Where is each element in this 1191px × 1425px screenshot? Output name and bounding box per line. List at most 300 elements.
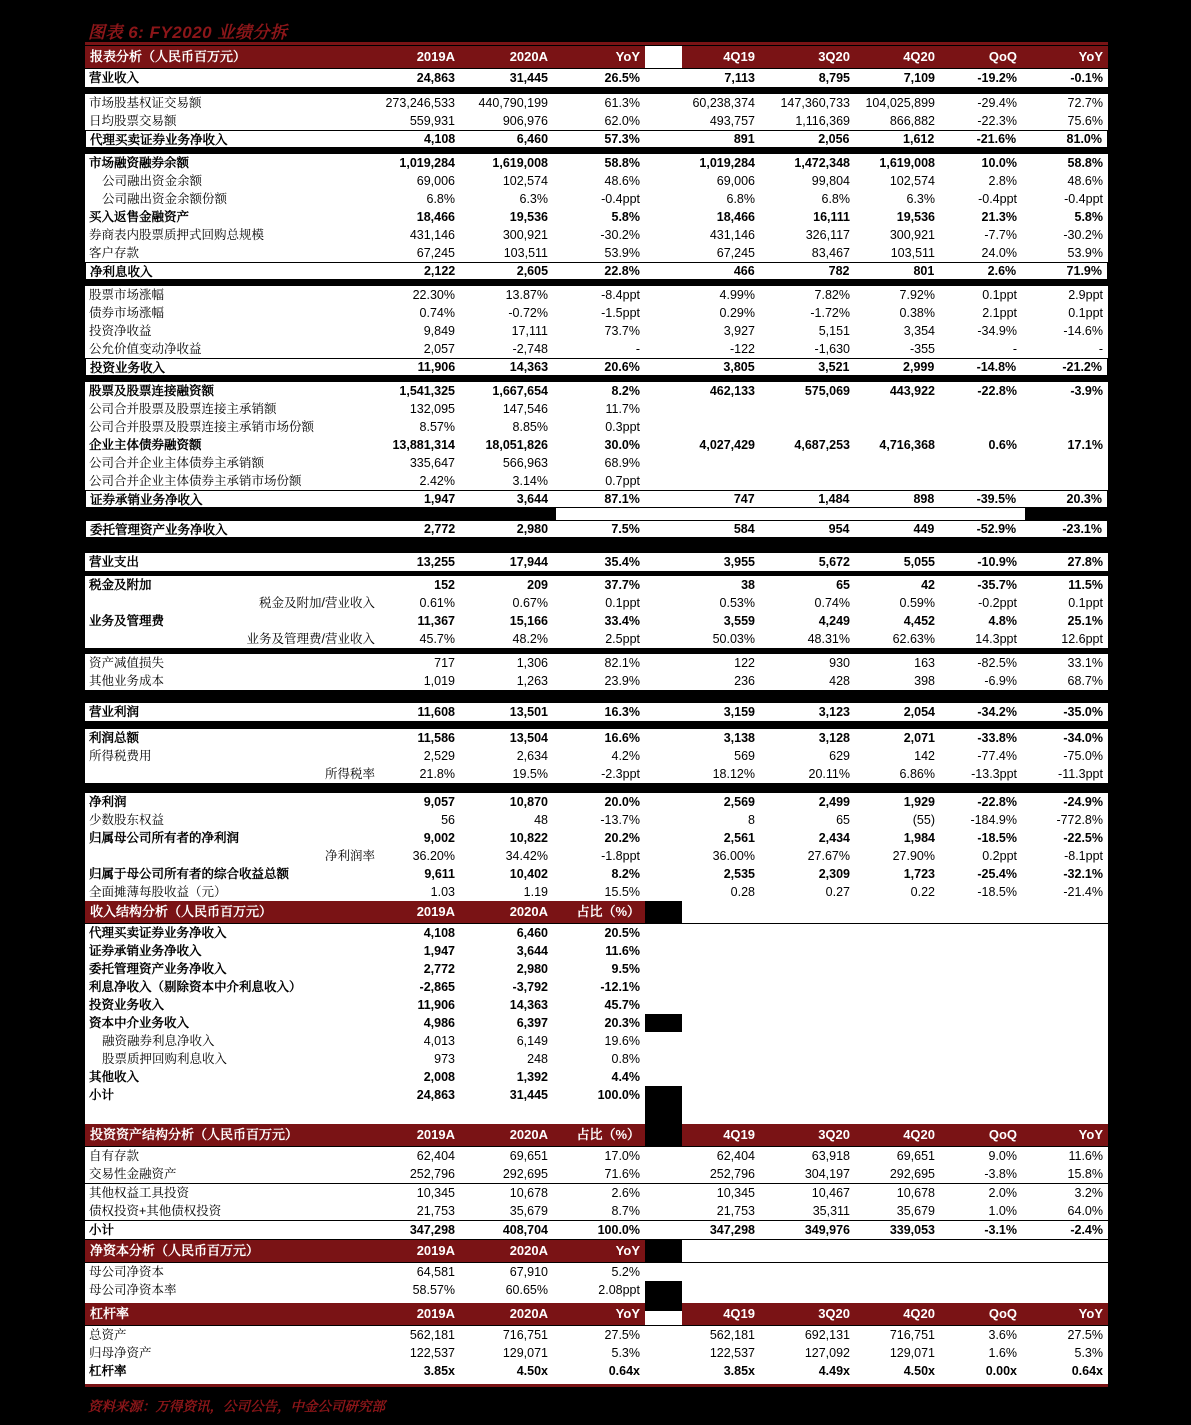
value-cell: 11.5%: [1068, 578, 1103, 592]
value-cell: 67,245: [716, 246, 755, 260]
row-label: 买入返售金融资产: [89, 210, 190, 224]
value-cell: 1,472,348: [794, 156, 850, 170]
value-cell: 0.27: [825, 885, 850, 899]
value-cell: 2,529: [423, 749, 455, 763]
value-cell: -30.2%: [1063, 228, 1103, 242]
value-cell: 0.7ppt: [605, 474, 640, 488]
column-gap: [645, 131, 682, 147]
value-cell: 7,113: [724, 71, 755, 85]
value-cell: 64.0%: [1067, 1204, 1103, 1218]
column-header: YoY: [615, 1243, 640, 1258]
value-cell: 2.8%: [988, 174, 1017, 188]
value-cell: 1,929: [903, 795, 935, 809]
column-gap: [645, 1165, 682, 1183]
value-cell: 36.00%: [712, 849, 755, 863]
value-cell: 14,363: [509, 360, 549, 374]
table-row: [85, 1068, 1108, 1086]
value-cell: 75.6%: [1067, 114, 1103, 128]
value-cell: 3.85x: [723, 1364, 755, 1378]
value-cell: 6.86%: [899, 767, 935, 781]
row-label: 公司合并企业主体债券主承销市场份额: [89, 474, 302, 488]
value-cell: 1,019: [423, 674, 455, 688]
value-cell: 42: [921, 578, 935, 592]
row-label: 自有存款: [89, 1149, 140, 1163]
row-label: 归母净资产: [89, 1346, 152, 1360]
value-cell: 3,128: [818, 731, 850, 745]
row-label: 归属母公司所有者的净利润: [89, 831, 240, 845]
value-cell: [1022, 400, 1108, 418]
value-cell: -8.4ppt: [601, 288, 640, 302]
value-cell: 12.6ppt: [1061, 632, 1103, 646]
value-cell: 4,027,429: [699, 438, 755, 452]
value-cell: 0.00x: [985, 1364, 1017, 1378]
row-label: 投资业务收入: [89, 998, 165, 1012]
value-cell: -24.9%: [1063, 795, 1103, 809]
table-row: [85, 340, 1108, 358]
table-row: [85, 154, 1108, 172]
value-cell: -8.1ppt: [1064, 849, 1103, 863]
column-gap: [645, 883, 682, 901]
value-cell: 2,772: [423, 962, 455, 976]
value-cell: 20.5%: [604, 926, 640, 940]
value-cell: 22.30%: [412, 288, 455, 302]
value-cell: 26.5%: [604, 71, 640, 85]
value-cell: 65: [836, 578, 850, 592]
value-cell: 152: [434, 578, 455, 592]
value-cell: 0.74%: [419, 306, 455, 320]
value-cell: 1,667,654: [492, 384, 548, 398]
value-cell: 58.57%: [412, 1283, 455, 1297]
row-label: 总资产: [89, 1328, 127, 1342]
value-cell: 33.1%: [1067, 656, 1103, 670]
row-label: 税金及附加: [89, 578, 152, 592]
value-cell: 3,955: [723, 555, 755, 569]
table-row: [85, 672, 1108, 690]
value-cell: 0.28: [730, 885, 755, 899]
value-cell: 35,679: [509, 1204, 548, 1218]
table-row: [85, 630, 1108, 648]
value-cell: 0.38%: [899, 306, 935, 320]
column-gap: [645, 1221, 682, 1239]
row-label: 市场融资融券余额: [89, 156, 190, 170]
value-cell: -19.2%: [977, 71, 1017, 85]
header-left-band: [85, 901, 645, 923]
value-cell: 15,166: [509, 614, 548, 628]
row-label: 业务及管理费/营业收入: [246, 632, 375, 646]
table-row: [85, 94, 1108, 112]
value-cell: 16.6%: [604, 731, 640, 745]
value-cell: (55): [912, 813, 935, 827]
value-cell: 20.0%: [604, 795, 640, 809]
value-cell: 67,910: [509, 1265, 548, 1279]
value-cell: 48.2%: [512, 632, 548, 646]
row-label: 税金及附加/营业收入: [259, 596, 375, 610]
value-cell: 0.61%: [419, 596, 455, 610]
value-cell: 1,619,008: [879, 156, 935, 170]
value-cell: [855, 418, 940, 436]
value-cell: 19,536: [509, 210, 548, 224]
value-cell: -22.5%: [1063, 831, 1103, 845]
value-cell: 69,651: [509, 1149, 548, 1163]
value-cell: 62.63%: [892, 632, 935, 646]
value-cell: 304,197: [804, 1167, 850, 1181]
table-row: [85, 1362, 1108, 1380]
column-gap: [645, 1326, 682, 1344]
value-cell: 68.7%: [1067, 674, 1103, 688]
redaction-mark: [645, 1086, 682, 1104]
value-cell: 16.3%: [604, 705, 640, 719]
value-cell: 17,944: [509, 555, 548, 569]
table-row: [85, 1344, 1108, 1362]
value-cell: 930: [829, 656, 850, 670]
value-cell: 2,008: [423, 1070, 455, 1084]
table-row: [85, 1326, 1108, 1344]
header-left-band: [85, 1303, 645, 1325]
header-right-band: [682, 1124, 1108, 1146]
value-cell: 428: [829, 674, 850, 688]
row-label: 小计: [89, 1223, 115, 1237]
value-cell: [940, 418, 1022, 436]
value-cell: 45.7%: [419, 632, 455, 646]
section-break-bar: [85, 508, 1108, 520]
value-cell: 6,397: [516, 1016, 548, 1030]
value-cell: 4.99%: [719, 288, 755, 302]
value-cell: 431,146: [709, 228, 755, 242]
value-cell: 0.64x: [1071, 1364, 1103, 1378]
column-gap: [645, 436, 682, 454]
value-cell: 209: [527, 578, 548, 592]
value-cell: 13,255: [416, 555, 455, 569]
column-gap: [645, 244, 682, 262]
value-cell: -18.5%: [977, 885, 1017, 899]
value-cell: -21.2%: [1062, 360, 1102, 374]
value-cell: 15.8%: [1067, 1167, 1103, 1181]
row-label: 资本中介业务收入: [89, 1016, 190, 1030]
value-cell: [1022, 418, 1108, 436]
value-cell: 129,071: [889, 1346, 935, 1360]
value-cell: 954: [828, 522, 850, 536]
column-header: 3Q20: [818, 1127, 850, 1142]
table-row: [85, 472, 1108, 490]
value-cell: 6.8%: [726, 192, 755, 206]
row-label: 其他收入: [89, 1070, 140, 1084]
value-cell: 252,796: [709, 1167, 755, 1181]
value-cell: 2.9ppt: [1068, 288, 1103, 302]
column-gap: [645, 418, 682, 436]
row-label: 营业利润: [89, 705, 140, 719]
value-cell: 8.57%: [419, 420, 455, 434]
column-header: 3Q20: [818, 49, 850, 64]
table-row: [85, 190, 1108, 208]
section-title: 杠杆率: [90, 1306, 130, 1321]
value-cell: 17.1%: [1067, 438, 1103, 452]
value-cell: 801: [913, 264, 935, 278]
table-row: [85, 69, 1108, 87]
column-gap: [645, 594, 682, 612]
value-cell: 0.1ppt: [605, 596, 640, 610]
value-cell: -1.8ppt: [601, 849, 640, 863]
column-gap: [645, 576, 682, 594]
table-row: [85, 865, 1108, 883]
value-cell: 5.3%: [1074, 1346, 1103, 1360]
value-cell: 2,122: [423, 264, 456, 278]
value-cell: -: [635, 342, 640, 356]
table-row: [85, 112, 1108, 130]
value-cell: 0.1ppt: [1068, 306, 1103, 320]
section-header-net_capital_analysis: [85, 1240, 1108, 1263]
value-cell: -: [1098, 342, 1103, 356]
column-gap: [645, 400, 682, 418]
value-cell: 335,647: [409, 456, 455, 470]
value-cell: 61.3%: [604, 96, 640, 110]
value-cell: 27.5%: [604, 1328, 640, 1342]
table-row: [85, 829, 1108, 847]
value-cell: 3,644: [516, 944, 548, 958]
row-label: 营业支出: [89, 555, 140, 569]
value-cell: -52.9%: [976, 522, 1017, 536]
value-cell: 973: [434, 1052, 455, 1066]
value-cell: 21.8%: [419, 767, 455, 781]
value-cell: 0.74%: [814, 596, 850, 610]
value-cell: 1,723: [903, 867, 935, 881]
value-cell: 2,605: [516, 264, 549, 278]
table-row: [85, 576, 1108, 594]
value-cell: 3.2%: [1074, 1186, 1103, 1200]
row-label: 证券承销业务净收入: [90, 493, 203, 507]
value-cell: 163: [914, 656, 935, 670]
value-cell: 100.0%: [597, 1088, 640, 1102]
table-row: [85, 130, 1108, 148]
value-cell: 562,181: [409, 1328, 455, 1342]
black-bar-segment: [85, 508, 556, 520]
column-header: 2020A: [509, 49, 548, 64]
value-cell: 7.82%: [814, 288, 850, 302]
value-cell: 2,434: [818, 831, 850, 845]
column-gap: [645, 978, 682, 996]
column-gap: [645, 94, 682, 112]
row-label: 所得税率: [324, 767, 375, 781]
column-gap: [645, 1263, 682, 1281]
value-cell: [682, 454, 760, 472]
value-cell: 87.1%: [604, 492, 640, 506]
table-row: [85, 454, 1108, 472]
value-cell: 22.8%: [604, 264, 640, 278]
value-cell: 48: [534, 813, 548, 827]
redaction-mark: [645, 1281, 682, 1311]
value-cell: 2,056: [818, 132, 850, 146]
value-cell: 45.7%: [604, 998, 640, 1012]
row-label: 其他业务成本: [89, 674, 165, 688]
column-header: QoQ: [988, 1306, 1017, 1321]
table-row: [85, 793, 1108, 811]
value-cell: -35.7%: [977, 578, 1017, 592]
title-rule: [85, 42, 1108, 45]
value-cell: 35,679: [896, 1204, 935, 1218]
value-cell: [682, 400, 760, 418]
table-row: [85, 1147, 1108, 1165]
value-cell: -0.72%: [508, 306, 548, 320]
value-cell: -18.5%: [977, 831, 1017, 845]
header-left-band: [85, 46, 645, 68]
value-cell: 31,445: [509, 71, 548, 85]
column-gap: [645, 1068, 682, 1086]
value-cell: -13.3ppt: [971, 767, 1017, 781]
column-header: 4Q19: [723, 1306, 755, 1321]
value-cell: 2,561: [723, 831, 755, 845]
value-cell: 466: [733, 264, 755, 278]
value-cell: 10,345: [416, 1186, 455, 1200]
value-cell: 19,536: [896, 210, 935, 224]
value-cell: 8.7%: [611, 1204, 640, 1218]
value-cell: 4,013: [423, 1034, 455, 1048]
value-cell: -34.0%: [1063, 731, 1103, 745]
value-cell: 21,753: [716, 1204, 755, 1218]
value-cell: 236: [734, 674, 755, 688]
value-cell: 252,796: [409, 1167, 455, 1181]
table-row: [85, 1184, 1108, 1202]
row-label: 企业主体债券融资额: [89, 438, 202, 452]
table-row: [85, 553, 1108, 571]
column-gap: [645, 304, 682, 322]
value-cell: 18,466: [716, 210, 755, 224]
value-cell: 4,108: [423, 926, 455, 940]
column-gap: [645, 226, 682, 244]
value-cell: 38: [741, 578, 755, 592]
value-cell: 898: [913, 492, 935, 506]
value-cell: -14.8%: [976, 360, 1017, 374]
column-header: 4Q19: [723, 1127, 755, 1142]
value-cell: 2,980: [516, 522, 549, 536]
value-cell: 62.0%: [604, 114, 640, 128]
value-cell: -2,865: [419, 980, 455, 994]
value-cell: 16,111: [813, 210, 850, 224]
value-cell: -2,748: [512, 342, 548, 356]
header-right-band: [682, 1303, 1108, 1325]
value-cell: 10,822: [509, 831, 548, 845]
value-cell: 3,123: [818, 705, 850, 719]
value-cell: -22.8%: [977, 795, 1017, 809]
value-cell: -29.4%: [977, 96, 1017, 110]
value-cell: 0.29%: [719, 306, 755, 320]
row-label: 委托管理资产业务净收入: [90, 523, 228, 537]
value-cell: 27.5%: [1067, 1328, 1103, 1342]
value-cell: 443,922: [889, 384, 935, 398]
column-gap: [645, 703, 682, 721]
value-cell: 906,976: [502, 114, 548, 128]
column-header: 2020A: [509, 904, 548, 919]
value-cell: 326,117: [805, 228, 850, 242]
value-cell: [760, 472, 855, 490]
column-header: 2019A: [416, 1306, 455, 1321]
value-cell: 142: [914, 749, 935, 763]
value-cell: 0.8%: [611, 1052, 640, 1066]
column-gap: [645, 1032, 682, 1050]
column-header: QoQ: [988, 49, 1017, 64]
value-cell: 11.7%: [605, 402, 640, 416]
value-cell: 67,245: [416, 246, 455, 260]
redaction-mark: [645, 901, 682, 923]
white-bar-segment: [556, 508, 1025, 520]
row-label: 债权投资+其他债权投资: [89, 1204, 222, 1218]
value-cell: 8.85%: [512, 420, 548, 434]
value-cell: 48.6%: [1067, 174, 1103, 188]
value-cell: 60.65%: [505, 1283, 548, 1297]
value-cell: 83,467: [811, 246, 850, 260]
column-gap: [645, 382, 682, 400]
value-cell: 127,092: [804, 1346, 850, 1360]
value-cell: 2,071: [903, 731, 935, 745]
table-row: [85, 1014, 1108, 1032]
value-cell: 9.5%: [611, 962, 640, 976]
value-cell: [855, 400, 940, 418]
value-cell: 629: [829, 749, 850, 763]
value-cell: 300,921: [502, 228, 548, 242]
row-label: 投资业务收入: [90, 361, 166, 375]
column-gap: [645, 69, 682, 87]
value-cell: 10,678: [896, 1186, 935, 1200]
value-cell: 5.2%: [611, 1265, 640, 1279]
value-cell: 0.3ppt: [605, 420, 640, 434]
value-cell: 716,751: [889, 1328, 935, 1342]
value-cell: 3,927: [723, 324, 755, 338]
value-cell: 6,460: [516, 926, 548, 940]
value-cell: 4.8%: [988, 614, 1017, 628]
header-right-band: [682, 46, 1108, 68]
section-header-report_analysis: [85, 46, 1108, 69]
value-cell: 68.9%: [604, 456, 640, 470]
value-cell: -6.9%: [984, 674, 1017, 688]
value-cell: 10,467: [811, 1186, 850, 1200]
value-cell: 2.08ppt: [598, 1283, 640, 1297]
column-gap: [645, 1362, 682, 1380]
section-header-revenue_structure: [85, 901, 1108, 924]
value-cell: 431,146: [409, 228, 455, 242]
value-cell: -0.4ppt: [978, 192, 1017, 206]
value-cell: -3.1%: [984, 1223, 1017, 1237]
value-cell: 6.8%: [821, 192, 850, 206]
value-cell: 122,537: [409, 1346, 455, 1360]
value-cell: 4.50x: [903, 1364, 935, 1378]
row-label: 杠杆率: [89, 1364, 127, 1378]
row-label: 净利润率: [324, 849, 375, 863]
value-cell: 5,055: [903, 555, 935, 569]
value-cell: -22.3%: [977, 114, 1017, 128]
row-label: 券商表内股票质押式回购总规模: [89, 228, 265, 242]
value-cell: 147,360,733: [780, 96, 850, 110]
value-cell: 569: [734, 749, 755, 763]
column-header: 占比（%）: [576, 1127, 640, 1142]
table-row: [85, 942, 1108, 960]
row-label: 代理买卖证券业务净收入: [89, 926, 227, 940]
value-cell: 2.6%: [987, 264, 1017, 278]
value-cell: 3,159: [723, 705, 755, 719]
value-cell: -23.1%: [1062, 522, 1102, 536]
column-gap: [645, 491, 682, 507]
value-cell: 8.2%: [611, 867, 640, 881]
value-cell: 7,109: [903, 71, 935, 85]
column-header: 2019A: [416, 1127, 455, 1142]
value-cell: 0.64x: [608, 1364, 640, 1378]
value-cell: 102,574: [502, 174, 548, 188]
row-label: 其他权益工具投资: [89, 1186, 190, 1200]
value-cell: 1,612: [903, 132, 935, 146]
value-cell: 31,445: [509, 1088, 548, 1102]
value-cell: 1,306: [516, 656, 548, 670]
value-cell: 562,181: [709, 1328, 755, 1342]
value-cell: 8.2%: [611, 384, 640, 398]
table-row: [85, 322, 1108, 340]
table-row: [85, 286, 1108, 304]
